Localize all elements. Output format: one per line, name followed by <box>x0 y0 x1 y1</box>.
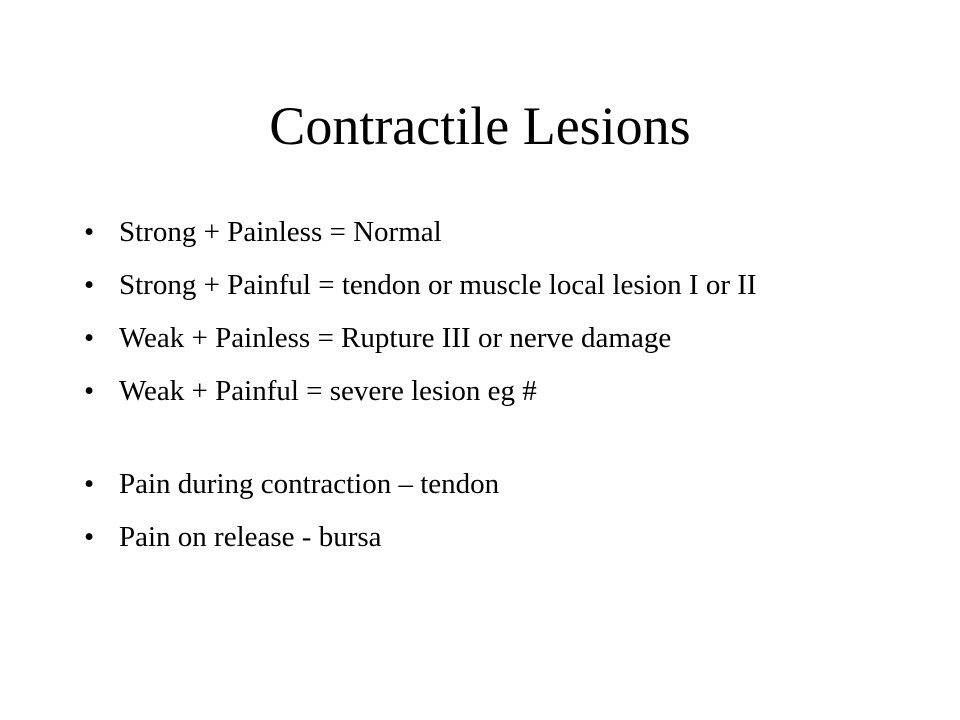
bullet-text: Strong + Painless = Normal <box>119 216 442 248</box>
bullet-item <box>84 519 884 556</box>
bullet-dot-icon: • <box>84 216 95 248</box>
bullet-item <box>84 466 884 503</box>
bullet-item <box>84 373 884 410</box>
bullet-text: Pain on release - bursa <box>119 521 382 553</box>
bullet-item <box>84 267 884 304</box>
bullet-text: Weak + Painful = severe lesion eg # <box>119 375 537 407</box>
bullet-dot-icon: • <box>84 468 95 500</box>
bullet-item <box>84 320 884 357</box>
bullet-item <box>84 214 884 251</box>
bullet-dot-icon: • <box>84 521 95 553</box>
bullet-text: Weak + Painless = Rupture III or nerve damage <box>119 322 672 354</box>
slide-title: Contractile Lesions <box>269 96 691 156</box>
bullet-list <box>84 214 884 572</box>
bullet-dot-icon: • <box>84 269 95 301</box>
bullet-text: Strong + Painful = tendon or muscle local lesion I or II <box>119 269 757 301</box>
bullet-dot-icon: • <box>84 322 95 354</box>
bullet-dot-icon: • <box>84 375 95 407</box>
bullet-text: Pain during contraction – tendon <box>119 468 500 500</box>
